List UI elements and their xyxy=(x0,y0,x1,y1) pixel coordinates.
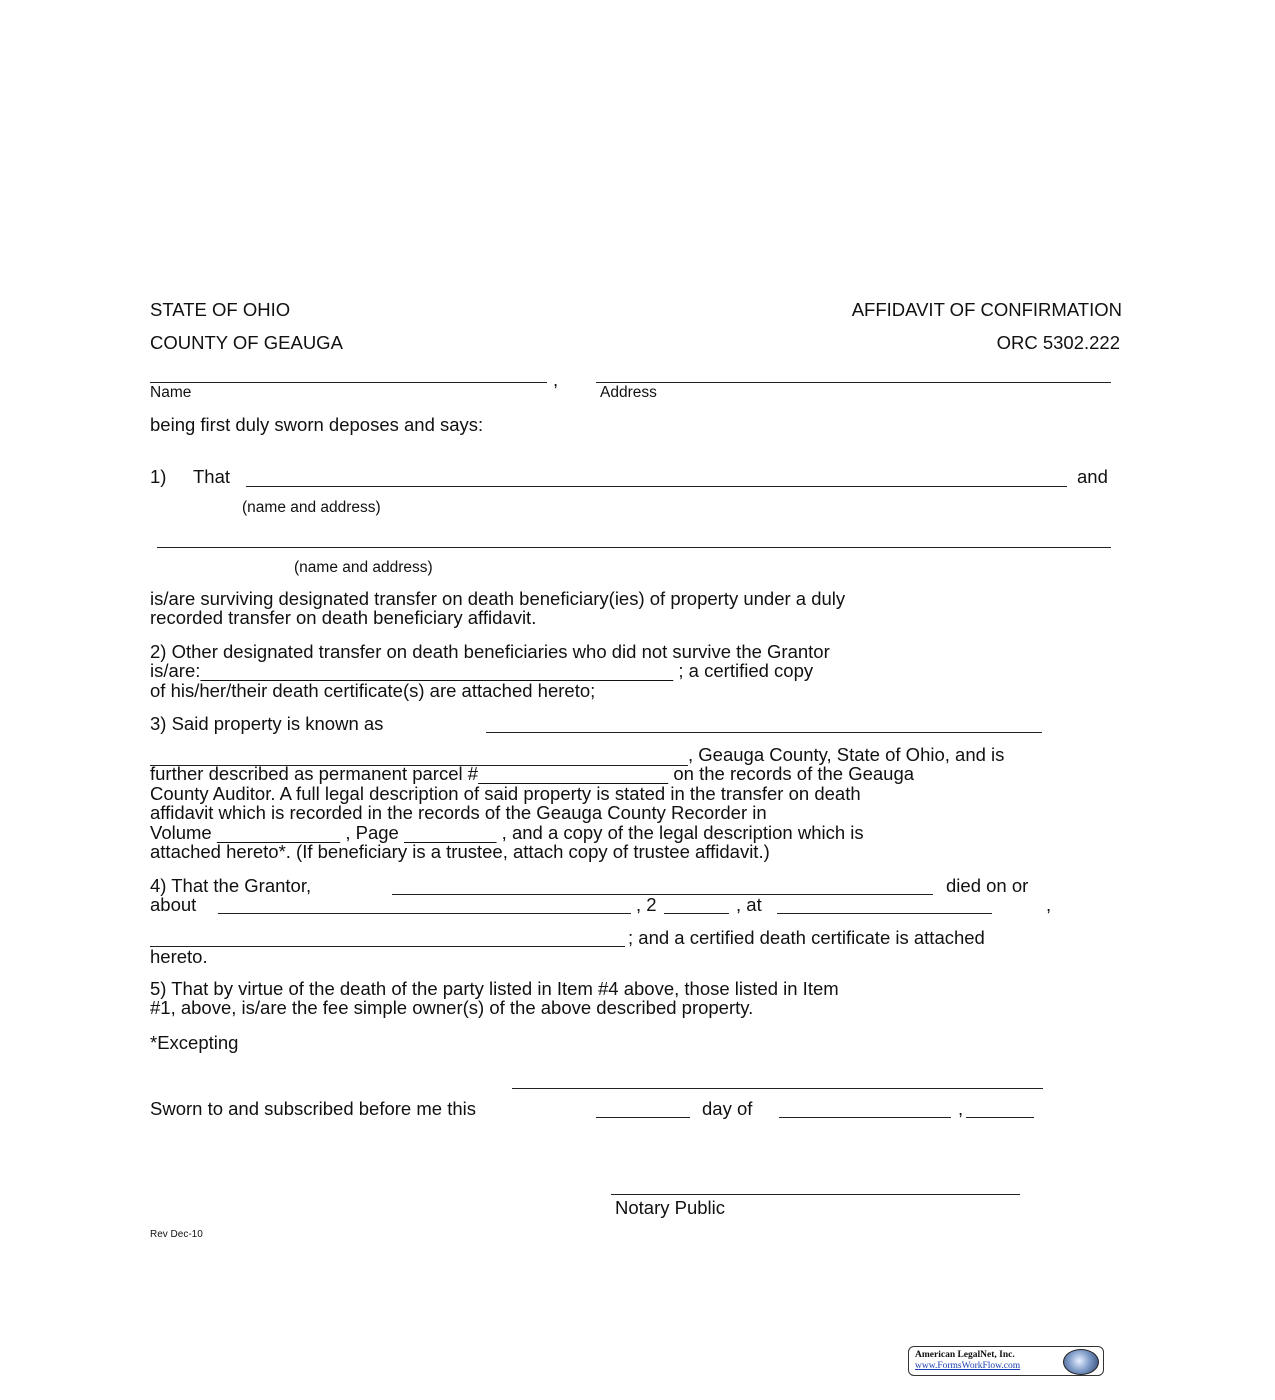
form-title: AFFIDAVIT OF CONFIRMATION xyxy=(851,299,1122,320)
item3-text-line2: , Geauga County, State of Ohio, and is xyxy=(688,744,1005,765)
item1-beneficiary-line-2[interactable] xyxy=(157,547,1111,548)
item1-beneficiary-line-1[interactable] xyxy=(246,486,1067,487)
item5-text xyxy=(150,979,1130,1018)
notary-signature-line[interactable] xyxy=(611,1194,1020,1195)
item4-grantor-label: 4) That the Grantor, xyxy=(150,875,312,896)
american-legalnet-badge[interactable] xyxy=(908,1346,1104,1376)
item3-volume-blank[interactable] xyxy=(217,822,340,843)
item3-text-line5: affidavit which is recorded in the records of the Geauga County Recorder in xyxy=(150,802,767,824)
item4-year-prefix: , 2 xyxy=(636,894,657,915)
item3-text-line7: attached hereto*. (If beneficiary is a trustee, attach copy of trustee affidavit.) xyxy=(150,841,770,863)
item2-text xyxy=(150,642,1130,700)
item5-text-line1: 5) That by virtue of the death of the party listed in Item #4 above, those listed in Item xyxy=(150,978,839,999)
item5-text-line2: #1, above, is/are the fee simple owner(s) of the above described property. xyxy=(150,997,754,1019)
item2-isare: is/are: xyxy=(150,660,201,682)
sworn-statement: being first duly sworn deposes and says: xyxy=(150,414,484,435)
item3-volume-label: Volume xyxy=(150,821,212,843)
affiant-name-line[interactable] xyxy=(150,382,547,383)
item2-text-line2 xyxy=(150,661,1130,680)
item1-that: That xyxy=(193,466,231,487)
name-address-label-2: (name and address) xyxy=(294,559,433,576)
jurat-day-line[interactable] xyxy=(596,1117,690,1118)
notary-public-label: Notary Public xyxy=(615,1197,726,1218)
item2-text-line3: of his/her/their death certificate(s) are attached hereto; xyxy=(150,679,596,701)
address-label: Address xyxy=(600,384,657,401)
item4-place-line-2[interactable] xyxy=(150,946,625,947)
item1-text-line1: is/are surviving designated transfer on death beneficiary(ies) of property under a duly xyxy=(150,588,846,609)
item2-certified-copy: ; a certified copy xyxy=(673,660,814,682)
state-heading: STATE OF OHIO xyxy=(150,299,291,320)
item1-text-line2: recorded transfer on death beneficiary affidavit. xyxy=(150,607,537,629)
globe-icon xyxy=(1063,1349,1099,1375)
name-address-label-1: (name and address) xyxy=(242,499,381,516)
revision-note: Rev Dec-10 xyxy=(150,1229,203,1240)
affiant-address-line[interactable] xyxy=(596,382,1111,383)
item3-known-as: 3) Said property is known as xyxy=(150,713,384,734)
jurat-month-line[interactable] xyxy=(779,1117,951,1118)
jurat-year-line[interactable] xyxy=(966,1117,1034,1118)
badge-company: American LegalNet, Inc. xyxy=(915,1350,1015,1360)
item1-number: 1) xyxy=(150,466,167,487)
item3-text xyxy=(150,745,1130,861)
item2-nonsurvivors-blank[interactable] xyxy=(200,660,673,681)
item4-at: , at xyxy=(736,894,762,915)
item2-text-line1: 2) Other designated transfer on death beneficiaries who did not survive the Grantor xyxy=(150,641,830,662)
item3-parcel-blank[interactable] xyxy=(478,763,668,784)
jurat-day-of: day of xyxy=(702,1098,753,1119)
item3-property-line-1[interactable] xyxy=(486,732,1042,733)
item4-grantor-line[interactable] xyxy=(392,894,933,895)
item4-died-on: died on or xyxy=(946,875,1029,896)
jurat-text: Sworn to and subscribed before me this xyxy=(150,1098,476,1119)
item3-text-line4: County Auditor. A full legal description of said property is stated in the transfer on death xyxy=(150,782,861,804)
item4-place-line[interactable] xyxy=(777,913,992,914)
item4-year-line[interactable] xyxy=(664,913,729,914)
jurat-comma: , xyxy=(958,1098,964,1119)
item3-text-line6 xyxy=(150,823,1130,842)
item1-and: and xyxy=(1077,466,1108,487)
excepting-note: *Excepting xyxy=(150,1032,239,1053)
affiant-comma: , xyxy=(553,369,559,390)
item4-about: about xyxy=(150,894,197,915)
item3-text-line3 xyxy=(150,764,1130,783)
item4-death-certificate: ; and a certified death certificate is attached xyxy=(628,927,985,948)
county-heading: COUNTY OF GEAUGA xyxy=(150,332,343,353)
affiant-signature-line[interactable] xyxy=(512,1088,1043,1089)
item3-page-label: , Page xyxy=(340,821,399,843)
name-label: Name xyxy=(150,384,192,401)
item3-parcel-label: further described as permanent parcel # xyxy=(150,763,479,785)
item3-legal-copy-text: , and a copy of the legal description which is xyxy=(496,821,864,843)
item1-text xyxy=(150,589,1130,628)
item4-comma: , xyxy=(1046,894,1052,915)
item3-records-text: on the records of the Geauga xyxy=(668,763,915,785)
item3-page-blank[interactable] xyxy=(404,822,497,843)
statute-reference: ORC 5302.222 xyxy=(996,332,1120,353)
item4-hereto: hereto. xyxy=(150,946,208,967)
item4-date-line[interactable] xyxy=(218,913,631,914)
badge-url-link[interactable]: www.FormsWorkFlow.com xyxy=(915,1361,1021,1371)
